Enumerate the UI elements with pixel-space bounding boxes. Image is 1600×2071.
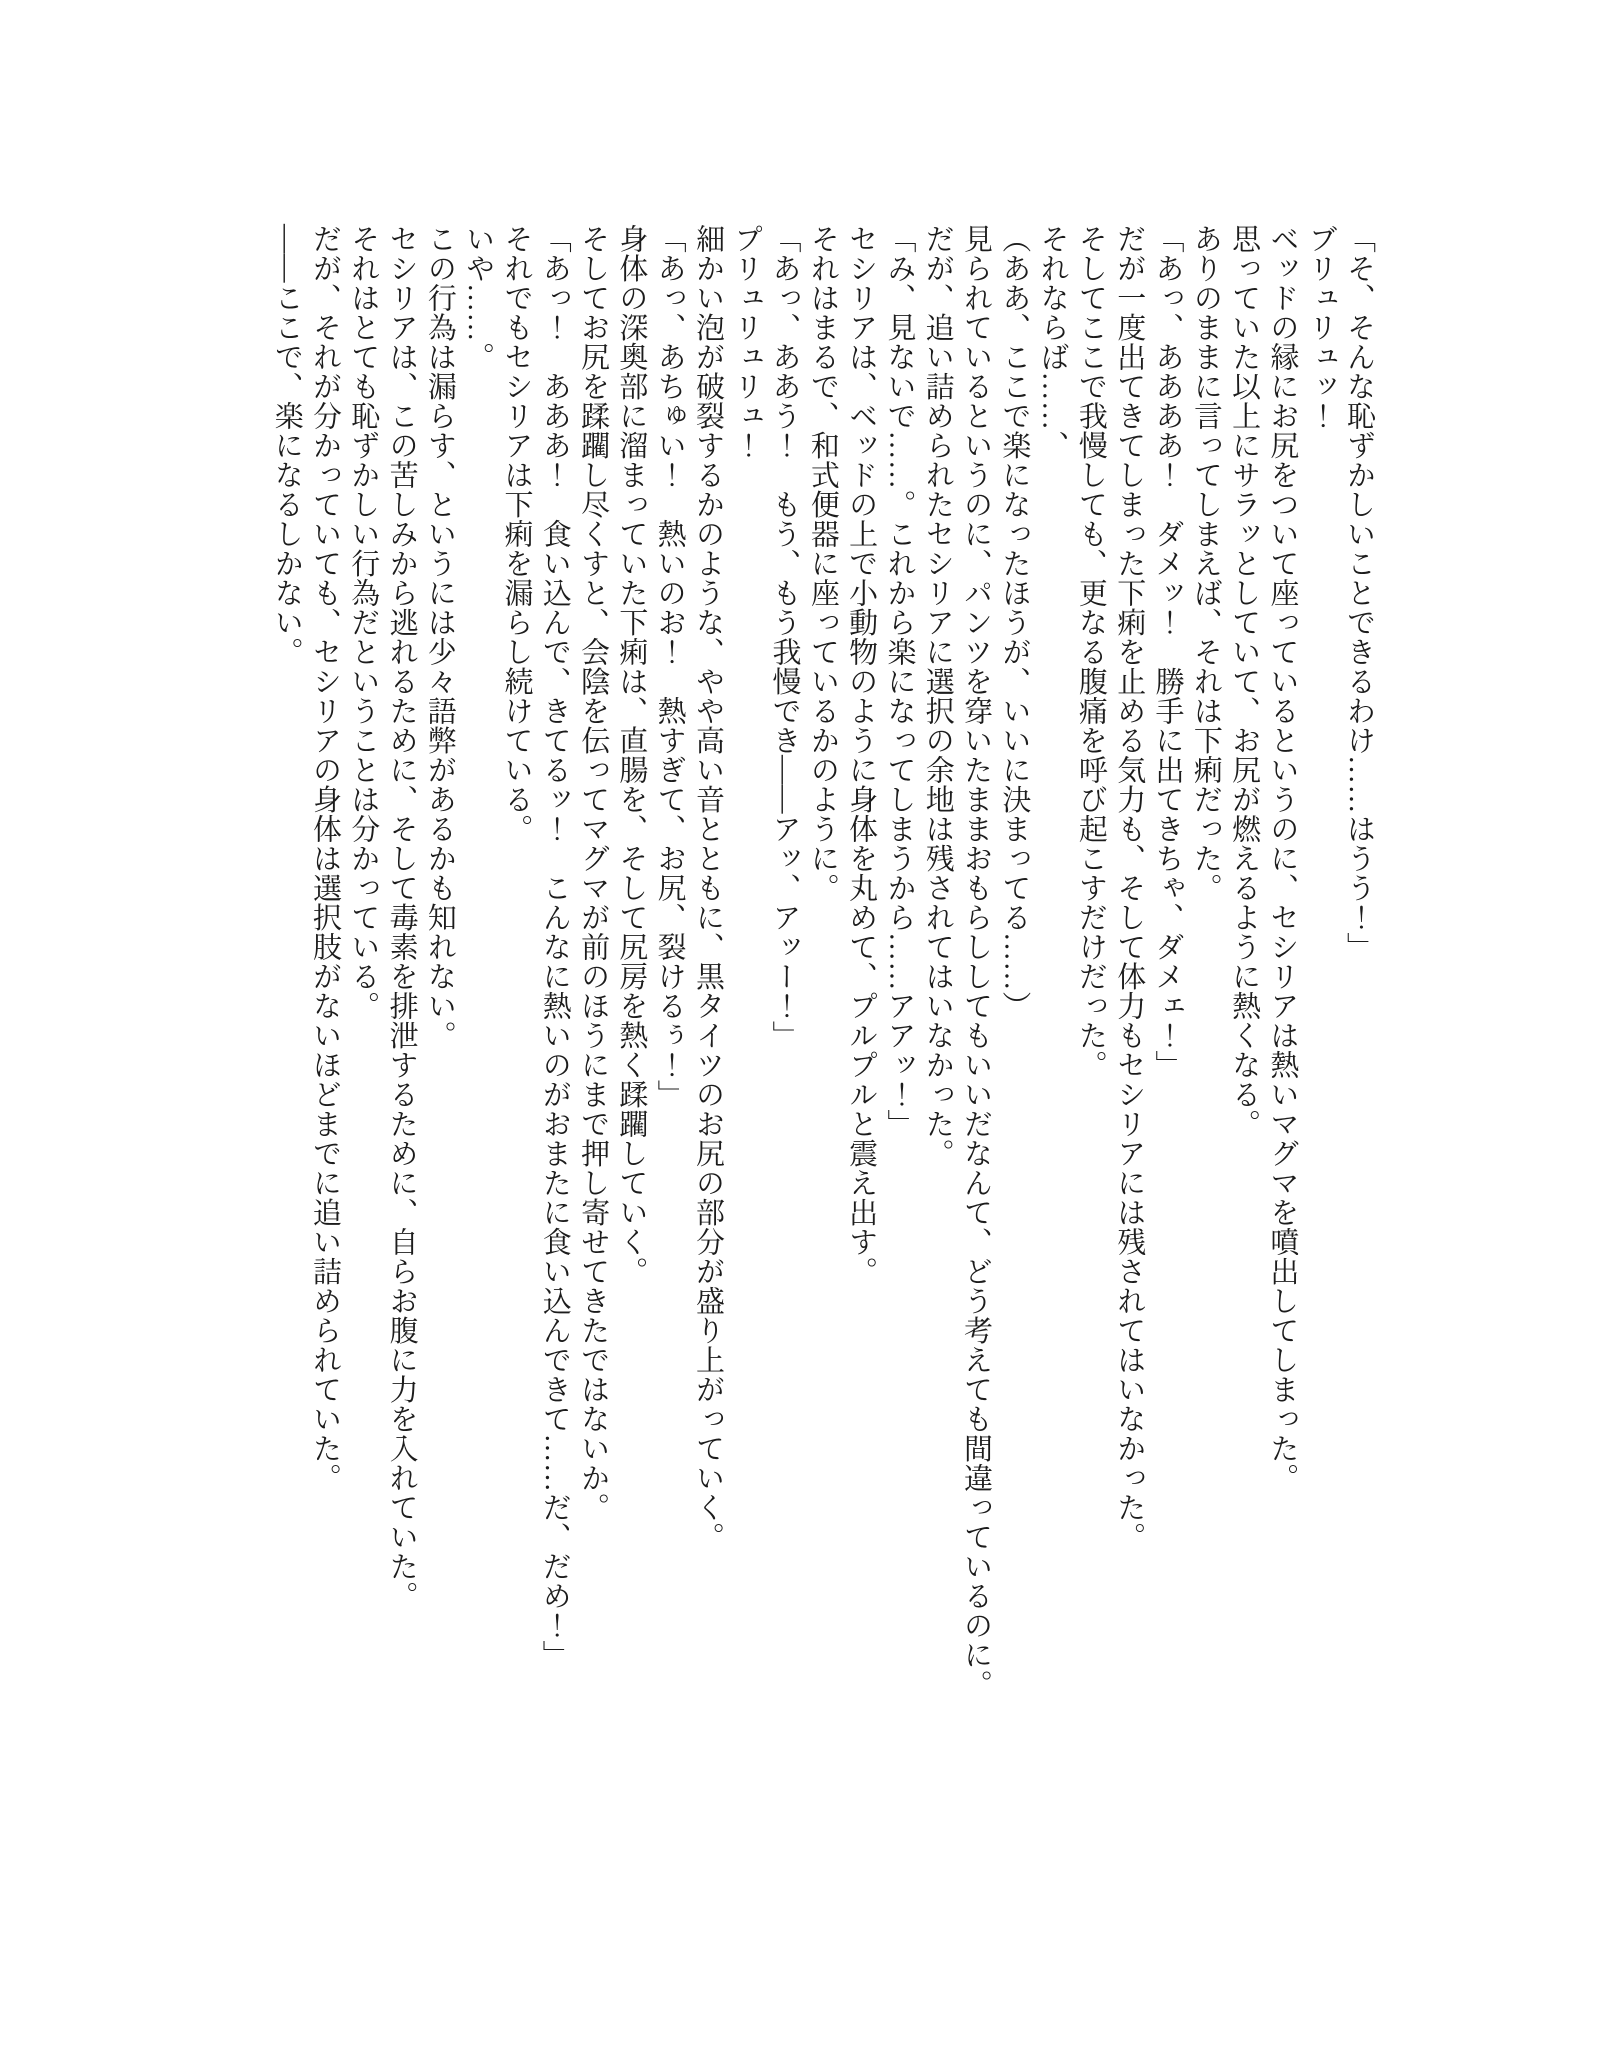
paragraph-29: ――ここで、楽になるしかない。 xyxy=(270,224,303,667)
paragraph-11: 見られているというのに、パンツを穿いたままおもらししてもいいだなんて、どう考えても間違っているのに。 xyxy=(960,224,993,1699)
paragraph-8: そしてここで我慢しても、更なる腹痛を呼び起こすだけだった。 xyxy=(1074,224,1107,1080)
paragraph-4: 思っていた以上にサラッとしていて、お尻が燃えるように熱くなる。 xyxy=(1228,224,1261,1139)
paragraph-24: いや……。 xyxy=(462,224,495,372)
paragraph-14: セシリアは、ベッドの上で小動物のように身体を丸めて、プルプルと震え出す。 xyxy=(845,224,878,1286)
paragraph-18: 細かい泡が破裂するかのような、やや高い音とともに、黒タイツのお尻の部分が盛り上がっていく。 xyxy=(691,224,724,1552)
paragraph-19: 「あっ、あちゅい！ 熱いのお！ 熱すぎて、お尻、裂けるぅ！」 xyxy=(653,224,686,1109)
paragraph-17: プリュリュリュ！ xyxy=(730,224,763,460)
paragraph-3: ベッドの縁にお尻をついて座っているというのに、セシリアは熱いマグマを噴出してしまった。 xyxy=(1266,224,1299,1493)
paragraph-15: それはまるで、和式便器に座っているかのように。 xyxy=(806,224,839,903)
paragraph-2: ブリュリュッ！ xyxy=(1304,224,1337,431)
paragraph-26: セシリアは、この苦しみから逃れるために、そして毒素を排泄するために、自らお腹に力を入れていた。 xyxy=(385,224,418,1611)
paragraph-23: それでもセシリアは下痢を漏らし続けている。 xyxy=(500,224,533,844)
paragraph-16: 「あっ、ああう！ もう、もう我慢でき――アッ、アッー！」 xyxy=(768,224,801,1050)
paragraph-5: ありのままに言ってしまえば、それは下痢だった。 xyxy=(1189,224,1222,903)
paragraph-27: それはとても恥ずかしい行為だということは分かっている。 xyxy=(347,224,380,1021)
paragraph-10: （ああ、ここで楽になったほうが、いいに決まってる……） xyxy=(998,224,1031,1021)
paragraph-28: だが、それが分かっていても、セシリアの身体は選択肢がないほどまでに追い詰められていた。 xyxy=(308,224,341,1493)
paragraph-6: 「あっ、ああああ！ ダメッ！ 勝手に出てきちゃ、ダメェ！」 xyxy=(1151,224,1184,1080)
paragraph-22: 「あっ！ あああ！ 食い込んで、きてるッ！ こんなに熱いのがおまたに食い込んできて……だ、だめ！」 xyxy=(538,224,571,1670)
paragraph-13: 「み、見ないで……。これから楽になってしまうから……アアッ！」 xyxy=(883,224,916,1139)
paragraph-25: この行為は漏らす、というには少々語弊があるかも知れない。 xyxy=(423,224,456,1050)
paragraph-1: 「そ、そんな恥ずかしいことできるわけ……はうう！」 xyxy=(1343,224,1375,962)
vertical-text-block xyxy=(267,224,1378,1706)
paragraph-7: だが一度出てきてしまった下痢を止める気力も、そして体力もセシリアには残されてはいなかった。 xyxy=(1113,224,1146,1552)
paragraph-21: そしてお尻を蹂躙し尽くすと、会陰を伝ってマグマが前のほうにまで押し寄せてきたではないか。 xyxy=(577,224,610,1522)
paragraph-20: 身体の深奥部に溜まっていた下痢は、直腸を、そして尻房を熱く蹂躙していく。 xyxy=(615,224,648,1286)
paragraph-12: だが、追い詰められたセシリアに選択の余地は残されてはいなかった。 xyxy=(921,224,954,1168)
paragraph-9: それならば……、 xyxy=(1036,224,1069,460)
